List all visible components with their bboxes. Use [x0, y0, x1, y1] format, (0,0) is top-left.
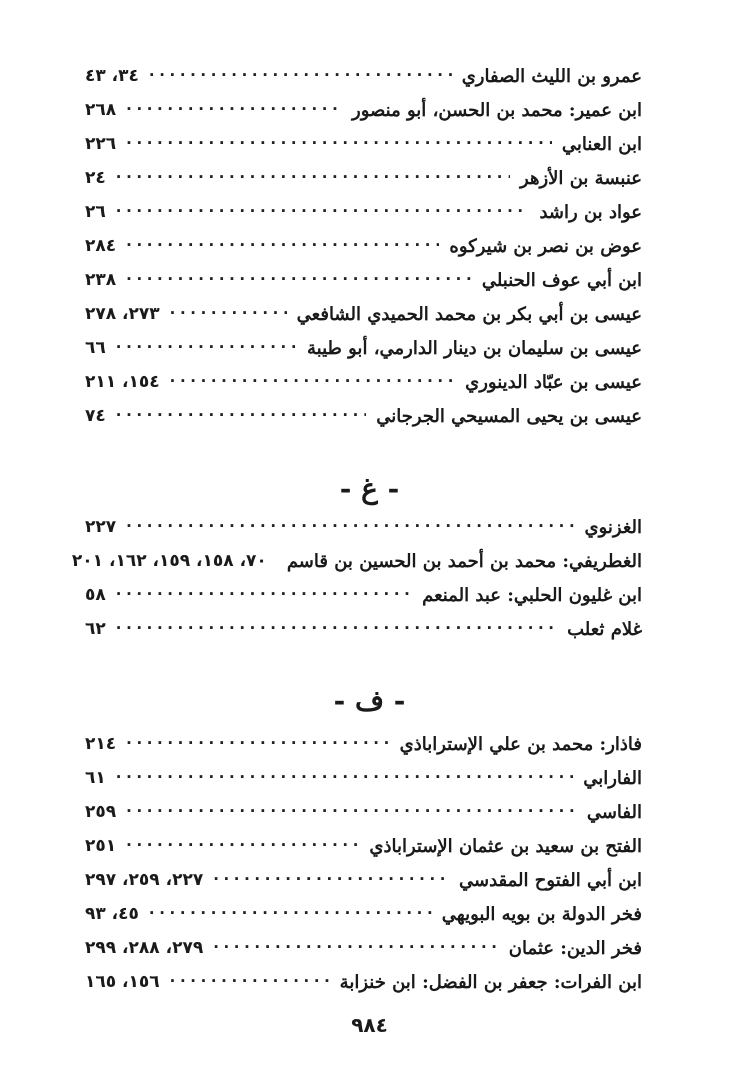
- dot-leader: [116, 338, 297, 358]
- page-number: ٩٨٤: [351, 1013, 388, 1037]
- index-entry: [71, 544, 642, 578]
- index-entry: [85, 510, 642, 544]
- index-entry: [85, 263, 642, 297]
- index-entry: [85, 897, 642, 931]
- dot-leader: [213, 870, 449, 890]
- dot-leader: [126, 802, 577, 822]
- entry-name: الغطريفي: محمد بن أحمد بن الحسين بن قاسم: [286, 550, 642, 572]
- entry-pages: ٢٥١: [85, 836, 117, 856]
- entry-name: الفتح بن سعيد بن عثمان الإستراباذي: [369, 835, 642, 857]
- entry-pages: ٧٠، ١٥٨، ١٥٩، ١٦٢، ٢٠١: [71, 551, 267, 571]
- index-section-fa: [85, 727, 642, 999]
- entry-pages: ٢٢٧: [85, 517, 117, 537]
- entry-pages: ٢٧٣، ٢٧٨: [85, 304, 160, 324]
- entry-pages: ٢٥٩: [85, 802, 117, 822]
- entry-name: غلام ثعلب: [567, 618, 642, 640]
- dot-leader: [213, 938, 499, 958]
- entry-pages: ٢٤: [85, 168, 106, 188]
- index-entry: [85, 127, 642, 161]
- entry-name: ابن الفرات: جعفر بن الفضل: ابن خنزابة: [339, 971, 642, 993]
- dot-leader: [126, 517, 574, 537]
- entry-pages: ٦١: [85, 768, 106, 788]
- entry-pages: ٢٢٦: [85, 134, 117, 154]
- entry-name: الغزنوي: [584, 516, 642, 538]
- entry-name: فاذار: محمد بن علي الإستراباذي: [399, 733, 642, 755]
- dot-leader: [126, 270, 472, 290]
- dot-leader: [149, 904, 432, 924]
- entry-pages: ٢١٤: [85, 734, 117, 754]
- index-section-ayn: [85, 59, 642, 433]
- entry-name: عواد بن راشد: [539, 201, 642, 223]
- entry-name: عيسى بن عبّاد الدينوري: [465, 371, 642, 393]
- entry-name: عمرو بن الليث الصفاري: [461, 65, 642, 87]
- index-entry: [85, 365, 642, 399]
- index-entry: [85, 229, 642, 263]
- dot-leader: [170, 372, 455, 392]
- entry-pages: ٢٣٨: [85, 270, 117, 290]
- index-entry: [85, 612, 642, 646]
- dot-leader: [126, 236, 439, 256]
- entry-pages: ٥٨: [85, 585, 106, 605]
- entry-pages: ٢٨٤: [85, 236, 117, 256]
- index-entry: [85, 399, 642, 433]
- entry-name: ابن أبي الفتوح المقدسي: [459, 869, 642, 891]
- dot-leader: [126, 134, 552, 154]
- index-entry: [85, 795, 642, 829]
- entry-name: ابن غليون الحلبي: عبد المنعم: [422, 584, 642, 606]
- entry-name: فخر الدولة بن بويه البويهي: [441, 903, 642, 925]
- entry-pages: ٦٦: [85, 338, 106, 358]
- index-section-ghayn: [71, 510, 642, 646]
- dot-leader: [149, 66, 452, 86]
- entry-name: عيسى بن أبي بكر بن محمد الحميدي الشافعي: [296, 303, 642, 325]
- dot-leader: [126, 836, 359, 856]
- index-entry: [85, 93, 642, 127]
- entry-name: ابن أبي عوف الحنبلي: [481, 269, 642, 291]
- entry-pages: ٧٤: [85, 406, 106, 426]
- index-entry: [85, 161, 642, 195]
- dot-leader: [126, 100, 342, 120]
- dot-leader: [116, 585, 412, 605]
- entry-pages: ١٥٦، ١٦٥: [85, 972, 160, 992]
- entry-name: عيسى بن سليمان بن دينار الدارمي، أبو طيبة: [307, 337, 642, 359]
- dot-leader: [170, 304, 287, 324]
- dot-leader: [116, 202, 530, 222]
- entry-name: ابن العنابي: [561, 133, 642, 155]
- entry-name: الفارابي: [583, 767, 642, 789]
- index-entry: [85, 727, 642, 761]
- dot-leader: [170, 972, 330, 992]
- section-letter-ghayn: - غ -: [339, 472, 400, 505]
- entry-name: عنبسة بن الأزهر: [520, 167, 642, 189]
- entry-pages: ٢٦٨: [85, 100, 117, 120]
- dot-leader: [126, 734, 390, 754]
- section-letter-fa: - ف -: [333, 684, 406, 717]
- entry-pages: ٦٢: [85, 619, 106, 639]
- index-entry: [85, 965, 642, 999]
- dot-leader: [116, 619, 557, 639]
- entry-name: عوض بن نصر بن شيركوه: [449, 235, 642, 257]
- dot-leader: [116, 768, 573, 788]
- entry-pages: ٢٦: [85, 202, 106, 222]
- index-entry: [85, 59, 642, 93]
- entry-pages: ٢٢٧، ٢٥٩، ٢٩٧: [85, 870, 204, 890]
- index-entry: [85, 829, 642, 863]
- entry-pages: ١٥٤، ٢١١: [85, 372, 160, 392]
- entry-pages: ٤٥، ٩٣: [85, 904, 139, 924]
- entry-name: ابن عمير: محمد بن الحسن، أبو منصور: [352, 99, 642, 121]
- entry-pages: ٣٤، ٤٣: [85, 66, 139, 86]
- entry-pages: ٢٧٩، ٢٨٨، ٢٩٩: [85, 938, 204, 958]
- index-entry: [85, 863, 642, 897]
- index-entry: [85, 931, 642, 965]
- dot-leader: [116, 406, 366, 426]
- index-entry: [85, 195, 642, 229]
- index-entry: [85, 331, 642, 365]
- index-entry: [85, 761, 642, 795]
- dot-leader: [116, 168, 510, 188]
- entry-name: الفاسي: [586, 801, 642, 823]
- entry-name: عيسى بن يحيى المسيحي الجرجاني: [376, 405, 642, 427]
- index-entry: [85, 578, 642, 612]
- index-entry: [85, 297, 642, 331]
- entry-name: فخر الدين: عثمان: [508, 937, 642, 959]
